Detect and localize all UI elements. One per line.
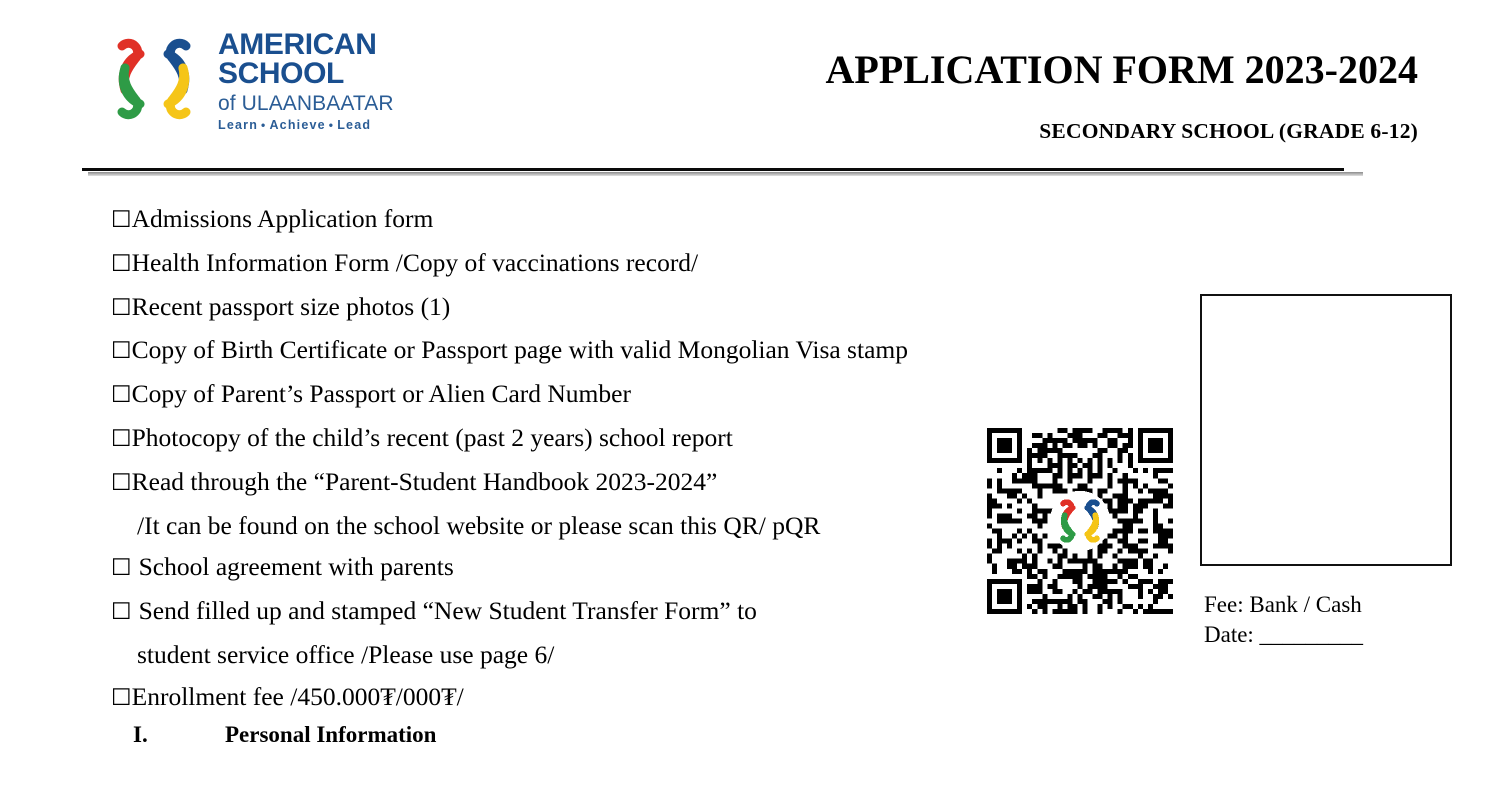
checklist-item[interactable] (111, 417, 1111, 461)
checklist-item[interactable] (111, 286, 1111, 330)
checklist-item-label: Copy of Birth Certificate or Passport page with valid Mongolian Visa stamp (131, 335, 908, 365)
checklist-item[interactable] (111, 242, 1111, 286)
fee-block (1204, 590, 1363, 650)
checklist-item-label: Copy of Parent’s Passport or Alien Card Number (131, 379, 631, 409)
tagline-learn: Learn (218, 117, 259, 132)
section-title: Personal Information (225, 722, 437, 747)
logo-line-american: AMERICAN (218, 27, 377, 61)
school-logo (100, 24, 394, 134)
checkbox-icon[interactable]: ☐ (111, 207, 132, 233)
checklist-item[interactable] (111, 461, 1111, 505)
document-checklist (111, 198, 1111, 720)
checklist-item-label: Enrollment fee /450.000₮/000₮/ (131, 681, 464, 711)
checkbox-icon[interactable]: ☐ (111, 599, 132, 626)
checklist-item-label: Photocopy of the child’s recent (past 2 years) school report (131, 422, 733, 452)
checklist-item-label: Admissions Application form (131, 204, 434, 233)
checkbox-icon[interactable]: ☐ (111, 250, 132, 277)
checklist-item[interactable] (111, 373, 1111, 417)
tagline-lead: Lead (337, 117, 372, 132)
checklist-item[interactable] (111, 198, 1111, 242)
checklist-item[interactable] (111, 676, 1111, 720)
section-numeral: I. (133, 722, 148, 747)
tagline-dot-1-icon: • (261, 117, 267, 132)
checklist-item[interactable] (111, 590, 1111, 634)
fee-payment-method: Fee: Bank / Cash (1204, 592, 1362, 617)
logo-line-of-ulaanbaatar: of ULAANBAATAR (218, 91, 394, 115)
checklist-item-label: Recent passport size photos (1) (131, 291, 451, 321)
checklist-item-label: Read through the “Parent-Student Handbook 2023-2024” (131, 466, 718, 496)
checklist-item-label: /It can be found on the school website or please scan this QR/ pQR (137, 510, 821, 540)
checklist-item[interactable] (111, 634, 1111, 676)
checklist-item[interactable] (111, 329, 1111, 373)
checklist-item-label: Send filled up and stamped “New Student Transfer Form” to (138, 596, 757, 626)
tagline-achieve: Achieve (269, 117, 326, 132)
photo-box (1200, 294, 1452, 566)
checklist-item-label: Health Information Form /Copy of vaccinations record/ (131, 247, 699, 277)
title-block (598, 47, 1418, 144)
checkbox-icon[interactable]: ☐ (111, 469, 132, 496)
page-subtitle: SECONDARY SCHOOL (GRADE 6-12) (1039, 119, 1418, 143)
checklist-item-label: student service office /Please use page 6/ (137, 639, 555, 669)
logo-line-school: SCHOOL (218, 56, 344, 90)
header-divider-shadow (88, 172, 1363, 176)
page-title: APPLICATION FORM 2023-2024 (825, 47, 1418, 92)
handbook-qr-code[interactable] (983, 428, 1177, 614)
checklist-item-label: School agreement with parents (138, 552, 454, 582)
checkbox-icon[interactable]: ☐ (111, 294, 132, 321)
school-logo-mark-icon (100, 24, 208, 134)
checkbox-icon[interactable]: ☐ (111, 382, 132, 409)
checklist-item[interactable] (111, 505, 1111, 547)
header-divider (82, 168, 1344, 171)
checkbox-icon[interactable]: ☐ (111, 555, 132, 582)
checkbox-icon[interactable]: ☐ (111, 684, 132, 711)
checklist-item[interactable] (111, 546, 1111, 590)
tagline-dot-2-icon: • (328, 117, 335, 132)
checkbox-icon[interactable]: ☐ (111, 425, 132, 452)
logo-tagline (218, 119, 394, 132)
page-header (0, 0, 1500, 175)
section-heading-personal-information (133, 722, 436, 748)
school-logo-wordmark (218, 27, 394, 131)
fee-date-field[interactable]: Date: _________ (1204, 622, 1364, 647)
checkbox-icon[interactable]: ☐ (111, 338, 132, 365)
